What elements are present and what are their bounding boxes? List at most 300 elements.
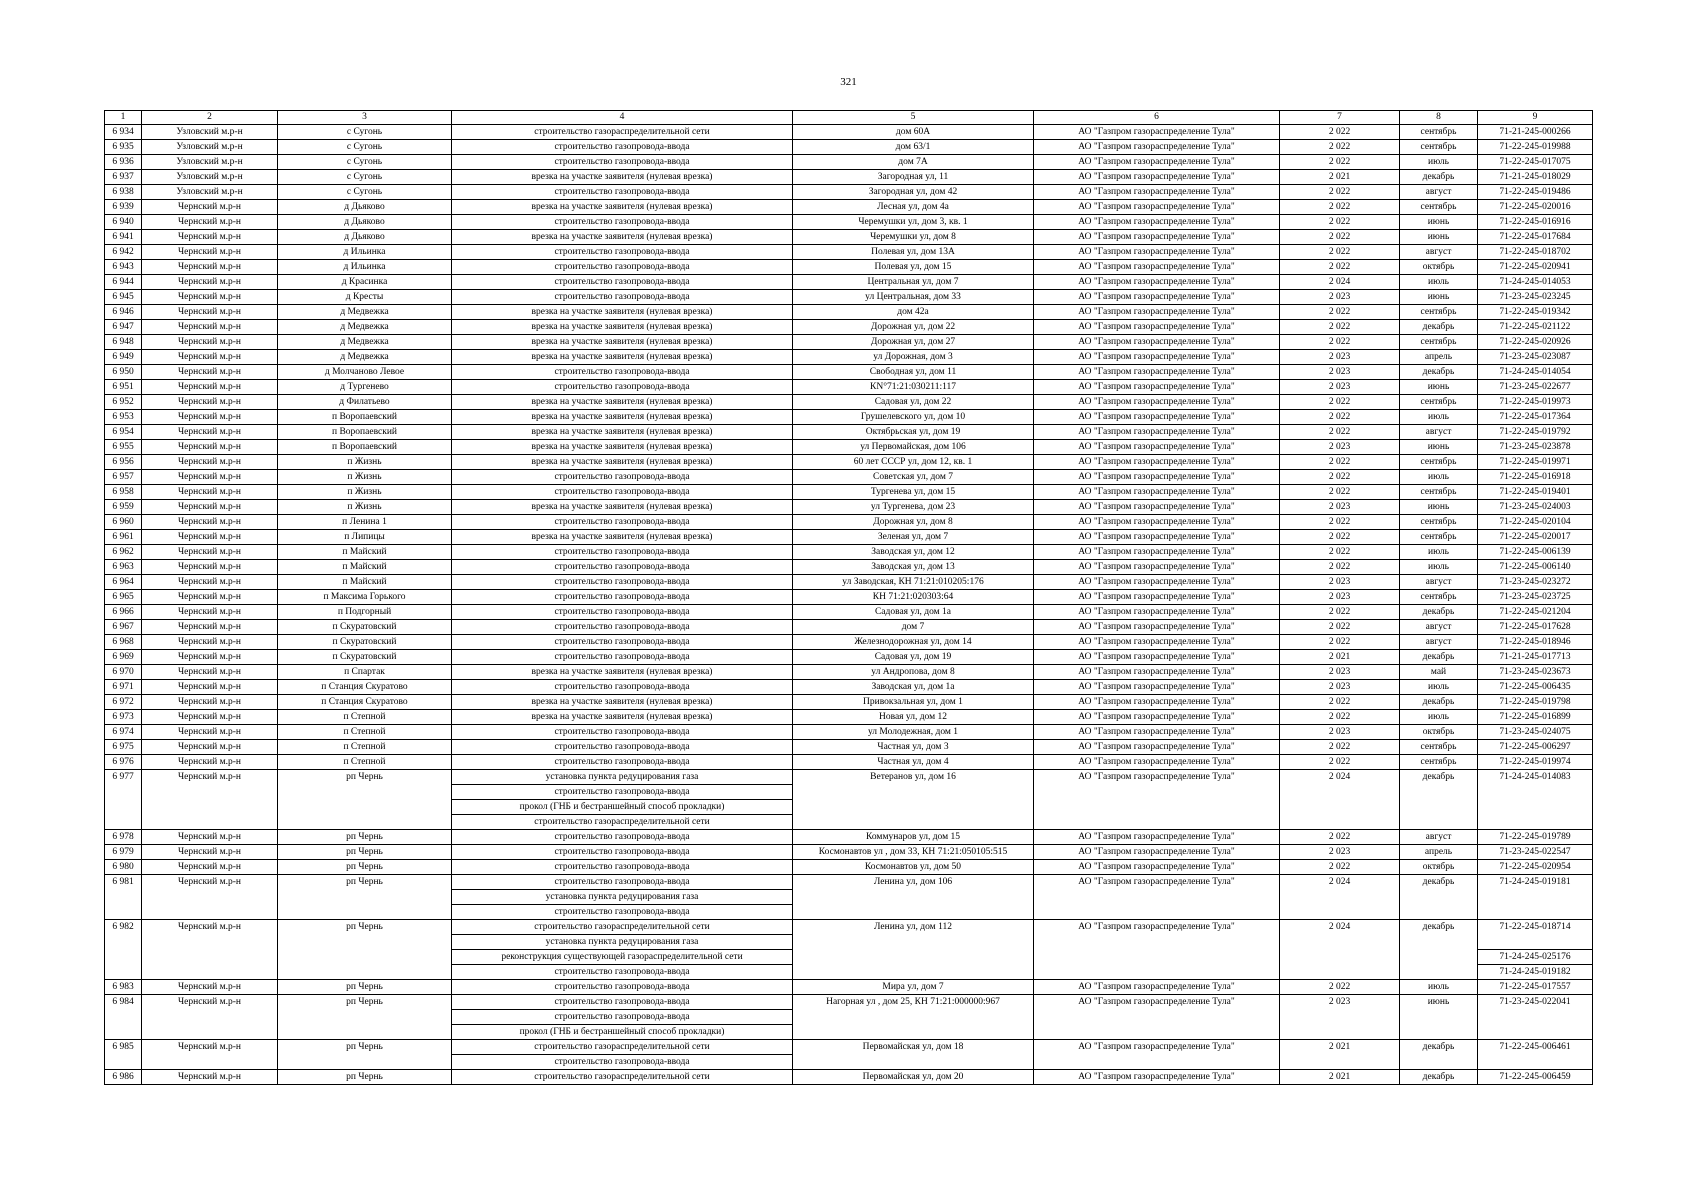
organization-cell: АО "Газпром газораспределение Тула" bbox=[1034, 260, 1280, 275]
work-type-cell: строительство газопровода-ввода bbox=[452, 215, 793, 230]
settlement-cell: рп Чернь bbox=[278, 860, 452, 875]
organization-cell: АО "Газпром газораспределение Тула" bbox=[1034, 365, 1280, 380]
organization-cell: АО "Газпром газораспределение Тула" bbox=[1034, 320, 1280, 335]
table-row bbox=[105, 440, 1593, 455]
address-cell: ул Молодежная, дом 1 bbox=[793, 725, 1034, 740]
settlement-cell: п Степной bbox=[278, 740, 452, 755]
address-cell: Загородная ул, 11 bbox=[793, 170, 1034, 185]
settlement-cell: с Сугонь bbox=[278, 170, 452, 185]
work-type-cell: строительство газопровода-ввода bbox=[452, 740, 793, 755]
address-cell: Лесная ул, дом 4а bbox=[793, 200, 1034, 215]
district-cell bbox=[142, 935, 278, 950]
application-number-cell: 71-22-245-019798 bbox=[1478, 695, 1593, 710]
column-number-header-row bbox=[105, 111, 1593, 125]
organization-cell: АО "Газпром газораспределение Тула" bbox=[1034, 500, 1280, 515]
organization-cell: АО "Газпром газораспределение Тула" bbox=[1034, 485, 1280, 500]
address-cell: Частная ул, дом 3 bbox=[793, 740, 1034, 755]
work-type-cell: строительство газораспределительной сети bbox=[452, 920, 793, 935]
address-cell: Первомайская ул, дом 20 bbox=[793, 1070, 1034, 1085]
settlement-cell: п Подгорный bbox=[278, 605, 452, 620]
address-cell: КН 71:21:020303:64 bbox=[793, 590, 1034, 605]
table-row bbox=[105, 995, 1593, 1010]
organization-cell: АО "Газпром газораспределение Тула" bbox=[1034, 530, 1280, 545]
work-type-cell: строительство газопровода-ввода bbox=[452, 725, 793, 740]
organization-cell: АО "Газпром газораспределение Тула" bbox=[1034, 680, 1280, 695]
month-cell bbox=[1400, 800, 1478, 815]
row-number-cell: 6 943 bbox=[105, 260, 142, 275]
year-cell: 2 024 bbox=[1280, 275, 1400, 290]
address-cell: Частная ул, дом 4 bbox=[793, 755, 1034, 770]
row-number-cell: 6 969 bbox=[105, 650, 142, 665]
organization-cell: АО "Газпром газораспределение Тула" bbox=[1034, 860, 1280, 875]
address-cell: Тургенева ул, дом 15 bbox=[793, 485, 1034, 500]
year-cell bbox=[1280, 1055, 1400, 1070]
row-number-cell: 6 950 bbox=[105, 365, 142, 380]
organization-cell: АО "Газпром газораспределение Тула" bbox=[1034, 710, 1280, 725]
table-row bbox=[105, 350, 1593, 365]
year-cell: 2 023 bbox=[1280, 290, 1400, 305]
organization-cell: АО "Газпром газораспределение Тула" bbox=[1034, 395, 1280, 410]
table-row bbox=[105, 1040, 1593, 1055]
table-row bbox=[105, 215, 1593, 230]
table-row bbox=[105, 395, 1593, 410]
work-type-cell: строительство газопровода-ввода bbox=[452, 140, 793, 155]
application-number-cell: 71-23-245-022547 bbox=[1478, 845, 1593, 860]
work-type-cell: строительство газопровода-ввода bbox=[452, 1010, 793, 1025]
work-type-cell: строительство газопровода-ввода bbox=[452, 185, 793, 200]
application-number-cell: 71-22-245-020017 bbox=[1478, 530, 1593, 545]
district-cell bbox=[142, 905, 278, 920]
month-cell: декабрь bbox=[1400, 1040, 1478, 1055]
district-cell: Чернский м.р-н bbox=[142, 425, 278, 440]
organization-cell bbox=[1034, 905, 1280, 920]
settlement-cell: рп Чернь bbox=[278, 1070, 452, 1085]
address-cell: Железнодорожная ул, дом 14 bbox=[793, 635, 1034, 650]
district-cell: Чернский м.р-н bbox=[142, 320, 278, 335]
application-number-cell: 71-22-245-017364 bbox=[1478, 410, 1593, 425]
work-type-cell: врезка на участке заявителя (нулевая врезка) bbox=[452, 425, 793, 440]
settlement-cell bbox=[278, 905, 452, 920]
month-cell: сентябрь bbox=[1400, 455, 1478, 470]
application-number-cell: 71-24-245-019182 bbox=[1478, 965, 1593, 980]
month-cell: декабрь bbox=[1400, 365, 1478, 380]
address-cell: ул Центральная, дом 33 bbox=[793, 290, 1034, 305]
month-cell: сентябрь bbox=[1400, 740, 1478, 755]
address-cell: Ленина ул, дом 112 bbox=[793, 920, 1034, 935]
district-cell: Чернский м.р-н bbox=[142, 740, 278, 755]
settlement-cell: п Степной bbox=[278, 710, 452, 725]
table-row bbox=[105, 530, 1593, 545]
application-number-cell: 71-22-245-018702 bbox=[1478, 245, 1593, 260]
organization-cell: АО "Газпром газораспределение Тула" bbox=[1034, 695, 1280, 710]
address-cell: дом 63/1 bbox=[793, 140, 1034, 155]
year-cell: 2 022 bbox=[1280, 695, 1400, 710]
settlement-cell: п Липицы bbox=[278, 530, 452, 545]
settlement-cell: п Скуратовский bbox=[278, 620, 452, 635]
district-cell: Чернский м.р-н bbox=[142, 530, 278, 545]
address-cell: Ветеранов ул, дом 16 bbox=[793, 770, 1034, 785]
district-cell: Чернский м.р-н bbox=[142, 860, 278, 875]
table-row bbox=[105, 770, 1593, 785]
year-cell bbox=[1280, 1010, 1400, 1025]
address-cell: Заводская ул, дом 12 bbox=[793, 545, 1034, 560]
work-type-cell: врезка на участке заявителя (нулевая врезка) bbox=[452, 695, 793, 710]
row-number-cell: 6 940 bbox=[105, 215, 142, 230]
application-number-cell: 71-22-245-016918 bbox=[1478, 470, 1593, 485]
application-number-cell: 71-22-245-019789 bbox=[1478, 830, 1593, 845]
work-type-cell: строительство газопровода-ввода bbox=[452, 995, 793, 1010]
application-number-cell bbox=[1478, 785, 1593, 800]
settlement-cell: д Тургенево bbox=[278, 380, 452, 395]
month-cell: декабрь bbox=[1400, 650, 1478, 665]
year-cell: 2 022 bbox=[1280, 215, 1400, 230]
address-cell bbox=[793, 950, 1034, 965]
address-cell: Привокзальная ул, дом 1 bbox=[793, 695, 1034, 710]
month-cell: декабрь bbox=[1400, 605, 1478, 620]
table-row bbox=[105, 815, 1593, 830]
year-cell: 2 022 bbox=[1280, 335, 1400, 350]
organization-cell: АО "Газпром газораспределение Тула" bbox=[1034, 590, 1280, 605]
organization-cell: АО "Газпром газораспределение Тула" bbox=[1034, 770, 1280, 785]
row-number-cell: 6 938 bbox=[105, 185, 142, 200]
settlement-cell: п Майский bbox=[278, 545, 452, 560]
row-number-cell: 6 971 bbox=[105, 680, 142, 695]
table-row bbox=[105, 305, 1593, 320]
month-cell: сентябрь bbox=[1400, 530, 1478, 545]
month-cell: июнь bbox=[1400, 500, 1478, 515]
row-number-cell: 6 981 bbox=[105, 875, 142, 890]
month-cell: октябрь bbox=[1400, 725, 1478, 740]
settlement-cell: д Кресты bbox=[278, 290, 452, 305]
settlement-cell: рп Чернь bbox=[278, 875, 452, 890]
address-cell bbox=[793, 785, 1034, 800]
address-cell: Дорожная ул, дом 8 bbox=[793, 515, 1034, 530]
application-number-cell: 71-22-245-017684 bbox=[1478, 230, 1593, 245]
column-header: 1 bbox=[105, 111, 142, 125]
district-cell: Чернский м.р-н bbox=[142, 575, 278, 590]
address-cell bbox=[793, 815, 1034, 830]
row-number-cell: 6 983 bbox=[105, 980, 142, 995]
table-row bbox=[105, 170, 1593, 185]
address-cell: Коммунаров ул, дом 15 bbox=[793, 830, 1034, 845]
row-number-cell bbox=[105, 1010, 142, 1025]
settlement-cell bbox=[278, 785, 452, 800]
settlement-cell: п Скуратовский bbox=[278, 650, 452, 665]
work-type-cell: строительство газопровода-ввода bbox=[452, 470, 793, 485]
row-number-cell: 6 960 bbox=[105, 515, 142, 530]
application-number-cell: 71-23-245-023245 bbox=[1478, 290, 1593, 305]
settlement-cell: д Филатьево bbox=[278, 395, 452, 410]
application-number-cell: 71-22-245-019342 bbox=[1478, 305, 1593, 320]
application-number-cell: 71-22-245-006435 bbox=[1478, 680, 1593, 695]
column-header: 6 bbox=[1034, 111, 1280, 125]
district-cell: Чернский м.р-н bbox=[142, 875, 278, 890]
organization-cell: АО "Газпром газораспределение Тула" bbox=[1034, 1070, 1280, 1085]
application-number-cell: 71-22-245-019974 bbox=[1478, 755, 1593, 770]
work-type-cell: строительство газопровода-ввода bbox=[452, 845, 793, 860]
row-number-cell: 6 954 bbox=[105, 425, 142, 440]
work-type-cell: строительство газопровода-ввода bbox=[452, 575, 793, 590]
year-cell: 2 022 bbox=[1280, 425, 1400, 440]
work-type-cell: строительство газораспределительной сети bbox=[452, 1040, 793, 1055]
district-cell: Чернский м.р-н bbox=[142, 560, 278, 575]
settlement-cell: д Медвежка bbox=[278, 335, 452, 350]
work-type-cell: строительство газопровода-ввода bbox=[452, 485, 793, 500]
month-cell: декабрь bbox=[1400, 920, 1478, 935]
row-number-cell: 6 947 bbox=[105, 320, 142, 335]
month-cell: август bbox=[1400, 185, 1478, 200]
address-cell: Садовая ул, дом 19 bbox=[793, 650, 1034, 665]
district-cell: Чернский м.р-н bbox=[142, 545, 278, 560]
settlement-cell: д Ильинка bbox=[278, 260, 452, 275]
settlement-cell: рп Чернь bbox=[278, 770, 452, 785]
application-number-cell: 71-22-245-006140 bbox=[1478, 560, 1593, 575]
month-cell: июнь bbox=[1400, 440, 1478, 455]
settlement-cell: п Спартак bbox=[278, 665, 452, 680]
work-type-cell: строительство газопровода-ввода bbox=[452, 980, 793, 995]
row-number-cell: 6 973 bbox=[105, 710, 142, 725]
row-number-cell bbox=[105, 890, 142, 905]
row-number-cell bbox=[105, 965, 142, 980]
district-cell bbox=[142, 1055, 278, 1070]
address-cell: Черемушки ул, дом 3, кв. 1 bbox=[793, 215, 1034, 230]
work-type-cell: врезка на участке заявителя (нулевая врезка) bbox=[452, 710, 793, 725]
month-cell: май bbox=[1400, 665, 1478, 680]
district-cell: Чернский м.р-н bbox=[142, 335, 278, 350]
settlement-cell bbox=[278, 800, 452, 815]
table-row bbox=[105, 755, 1593, 770]
work-type-cell: строительство газопровода-ввода bbox=[452, 380, 793, 395]
row-number-cell: 6 939 bbox=[105, 200, 142, 215]
year-cell: 2 022 bbox=[1280, 320, 1400, 335]
table-row bbox=[105, 1055, 1593, 1070]
application-number-cell: 71-22-245-021204 bbox=[1478, 605, 1593, 620]
district-cell: Чернский м.р-н bbox=[142, 590, 278, 605]
organization-cell: АО "Газпром газораспределение Тула" bbox=[1034, 635, 1280, 650]
address-cell: Ленина ул, дом 106 bbox=[793, 875, 1034, 890]
month-cell bbox=[1400, 1055, 1478, 1070]
year-cell: 2 023 bbox=[1280, 575, 1400, 590]
month-cell: август bbox=[1400, 575, 1478, 590]
year-cell: 2 022 bbox=[1280, 305, 1400, 320]
month-cell bbox=[1400, 1025, 1478, 1040]
district-cell: Чернский м.р-н bbox=[142, 365, 278, 380]
year-cell: 2 023 bbox=[1280, 680, 1400, 695]
month-cell: сентябрь bbox=[1400, 395, 1478, 410]
organization-cell: АО "Газпром газораспределение Тула" bbox=[1034, 605, 1280, 620]
table-row bbox=[105, 425, 1593, 440]
district-cell: Чернский м.р-н bbox=[142, 620, 278, 635]
organization-cell: АО "Газпром газораспределение Тула" bbox=[1034, 515, 1280, 530]
district-cell: Чернский м.р-н bbox=[142, 455, 278, 470]
row-number-cell bbox=[105, 1025, 142, 1040]
application-number-cell: 71-22-245-016899 bbox=[1478, 710, 1593, 725]
month-cell: декабрь bbox=[1400, 320, 1478, 335]
table-row bbox=[105, 455, 1593, 470]
district-cell: Чернский м.р-н bbox=[142, 515, 278, 530]
district-cell: Чернский м.р-н bbox=[142, 485, 278, 500]
month-cell: июль bbox=[1400, 980, 1478, 995]
organization-cell bbox=[1034, 1055, 1280, 1070]
district-cell: Чернский м.р-н bbox=[142, 470, 278, 485]
district-cell bbox=[142, 785, 278, 800]
work-type-cell: врезка на участке заявителя (нулевая врезка) bbox=[452, 500, 793, 515]
year-cell: 2 022 bbox=[1280, 620, 1400, 635]
settlement-cell: п Жизнь bbox=[278, 455, 452, 470]
settlement-cell: д Дьяково bbox=[278, 200, 452, 215]
year-cell: 2 022 bbox=[1280, 830, 1400, 845]
address-cell: Загородная ул, дом 42 bbox=[793, 185, 1034, 200]
application-number-cell: 71-22-245-018946 bbox=[1478, 635, 1593, 650]
year-cell: 2 023 bbox=[1280, 500, 1400, 515]
month-cell: август bbox=[1400, 425, 1478, 440]
application-number-cell: 71-22-245-020016 bbox=[1478, 200, 1593, 215]
application-number-cell: 71-22-245-020104 bbox=[1478, 515, 1593, 530]
year-cell: 2 023 bbox=[1280, 845, 1400, 860]
month-cell: июнь bbox=[1400, 290, 1478, 305]
settlement-cell: п Жизнь bbox=[278, 470, 452, 485]
address-cell bbox=[793, 800, 1034, 815]
district-cell: Чернский м.р-н bbox=[142, 275, 278, 290]
table-row bbox=[105, 590, 1593, 605]
district-cell: Чернский м.р-н bbox=[142, 215, 278, 230]
table-row bbox=[105, 635, 1593, 650]
district-cell: Чернский м.р-н bbox=[142, 995, 278, 1010]
application-number-cell: 71-24-245-014083 bbox=[1478, 770, 1593, 785]
year-cell: 2 022 bbox=[1280, 125, 1400, 140]
organization-cell: АО "Газпром газораспределение Тула" bbox=[1034, 185, 1280, 200]
organization-cell bbox=[1034, 1025, 1280, 1040]
table-row bbox=[105, 275, 1593, 290]
settlement-cell: п Степной bbox=[278, 755, 452, 770]
organization-cell: АО "Газпром газораспределение Тула" bbox=[1034, 290, 1280, 305]
district-cell: Чернский м.р-н bbox=[142, 830, 278, 845]
settlement-cell: с Сугонь bbox=[278, 185, 452, 200]
application-number-cell: 71-22-245-020926 bbox=[1478, 335, 1593, 350]
district-cell: Чернский м.р-н bbox=[142, 710, 278, 725]
row-number-cell: 6 941 bbox=[105, 230, 142, 245]
year-cell bbox=[1280, 950, 1400, 965]
table-row bbox=[105, 800, 1593, 815]
settlement-cell: п Жизнь bbox=[278, 485, 452, 500]
organization-cell: АО "Газпром газораспределение Тула" bbox=[1034, 170, 1280, 185]
year-cell: 2 022 bbox=[1280, 560, 1400, 575]
year-cell: 2 022 bbox=[1280, 635, 1400, 650]
settlement-cell: с Сугонь bbox=[278, 140, 452, 155]
table-row bbox=[105, 260, 1593, 275]
month-cell: июль bbox=[1400, 275, 1478, 290]
district-cell bbox=[142, 965, 278, 980]
address-cell: дом 42а bbox=[793, 305, 1034, 320]
work-type-cell: строительство газопровода-ввода bbox=[452, 245, 793, 260]
settlement-cell bbox=[278, 935, 452, 950]
application-number-cell bbox=[1478, 1010, 1593, 1025]
settlement-cell: д Молчаново Левое bbox=[278, 365, 452, 380]
organization-cell bbox=[1034, 800, 1280, 815]
application-number-cell: 71-23-245-023087 bbox=[1478, 350, 1593, 365]
work-type-cell: строительство газопровода-ввода bbox=[452, 755, 793, 770]
work-type-cell: строительство газопровода-ввода bbox=[452, 680, 793, 695]
year-cell: 2 022 bbox=[1280, 185, 1400, 200]
row-number-cell: 6 957 bbox=[105, 470, 142, 485]
application-number-cell: 71-23-245-023725 bbox=[1478, 590, 1593, 605]
organization-cell: АО "Газпром газораспределение Тула" bbox=[1034, 200, 1280, 215]
row-number-cell: 6 967 bbox=[105, 620, 142, 635]
table-row bbox=[105, 605, 1593, 620]
table-row bbox=[105, 665, 1593, 680]
month-cell: август bbox=[1400, 635, 1478, 650]
table-row bbox=[105, 545, 1593, 560]
organization-cell: АО "Газпром газораспределение Тула" bbox=[1034, 995, 1280, 1010]
month-cell: декабрь bbox=[1400, 170, 1478, 185]
row-number-cell bbox=[105, 950, 142, 965]
organization-cell: АО "Газпром газораспределение Тула" bbox=[1034, 380, 1280, 395]
work-type-cell: строительство газораспределительной сети bbox=[452, 1070, 793, 1085]
year-cell: 2 023 bbox=[1280, 995, 1400, 1010]
organization-cell: АО "Газпром газораспределение Тула" bbox=[1034, 440, 1280, 455]
settlement-cell: д Ильинка bbox=[278, 245, 452, 260]
address-cell: Новая ул, дом 12 bbox=[793, 710, 1034, 725]
year-cell bbox=[1280, 935, 1400, 950]
work-type-cell: врезка на участке заявителя (нулевая врезка) bbox=[452, 350, 793, 365]
work-type-cell: строительство газопровода-ввода bbox=[452, 275, 793, 290]
row-number-cell: 6 953 bbox=[105, 410, 142, 425]
year-cell bbox=[1280, 905, 1400, 920]
row-number-cell bbox=[105, 1055, 142, 1070]
row-number-cell: 6 955 bbox=[105, 440, 142, 455]
district-cell: Чернский м.р-н bbox=[142, 650, 278, 665]
settlement-cell: д Дьяково bbox=[278, 215, 452, 230]
row-number-cell: 6 962 bbox=[105, 545, 142, 560]
month-cell: сентябрь bbox=[1400, 515, 1478, 530]
settlement-cell: п Степной bbox=[278, 725, 452, 740]
work-type-cell: строительство газопровода-ввода bbox=[452, 560, 793, 575]
row-number-cell: 6 968 bbox=[105, 635, 142, 650]
district-cell: Чернский м.р-н bbox=[142, 770, 278, 785]
column-header: 5 bbox=[793, 111, 1034, 125]
work-type-cell: врезка на участке заявителя (нулевая врезка) bbox=[452, 305, 793, 320]
table-row bbox=[105, 1070, 1593, 1085]
month-cell: сентябрь bbox=[1400, 200, 1478, 215]
organization-cell: АО "Газпром газораспределение Тула" bbox=[1034, 230, 1280, 245]
address-cell: Дорожная ул, дом 27 bbox=[793, 335, 1034, 350]
settlement-cell: п Станция Скуратово bbox=[278, 695, 452, 710]
year-cell: 2 022 bbox=[1280, 470, 1400, 485]
application-number-cell: 71-22-245-006461 bbox=[1478, 1040, 1593, 1055]
organization-cell: АО "Газпром газораспределение Тула" bbox=[1034, 575, 1280, 590]
organization-cell: АО "Газпром газораспределение Тула" bbox=[1034, 140, 1280, 155]
table-row bbox=[105, 965, 1593, 980]
organization-cell: АО "Газпром газораспределение Тула" bbox=[1034, 845, 1280, 860]
work-type-cell: врезка на участке заявителя (нулевая врезка) bbox=[452, 335, 793, 350]
district-cell bbox=[142, 1025, 278, 1040]
work-type-cell: строительство газопровода-ввода bbox=[452, 830, 793, 845]
organization-cell bbox=[1034, 965, 1280, 980]
organization-cell bbox=[1034, 785, 1280, 800]
year-cell: 2 022 bbox=[1280, 260, 1400, 275]
table-row bbox=[105, 860, 1593, 875]
year-cell: 2 023 bbox=[1280, 365, 1400, 380]
district-cell: Чернский м.р-н bbox=[142, 410, 278, 425]
table-row bbox=[105, 830, 1593, 845]
row-number-cell bbox=[105, 800, 142, 815]
district-cell: Чернский м.р-н bbox=[142, 200, 278, 215]
application-number-cell: 71-21-245-018029 bbox=[1478, 170, 1593, 185]
month-cell: июнь bbox=[1400, 215, 1478, 230]
organization-cell bbox=[1034, 950, 1280, 965]
district-cell: Чернский м.р-н bbox=[142, 920, 278, 935]
application-number-cell: 71-22-245-019988 bbox=[1478, 140, 1593, 155]
